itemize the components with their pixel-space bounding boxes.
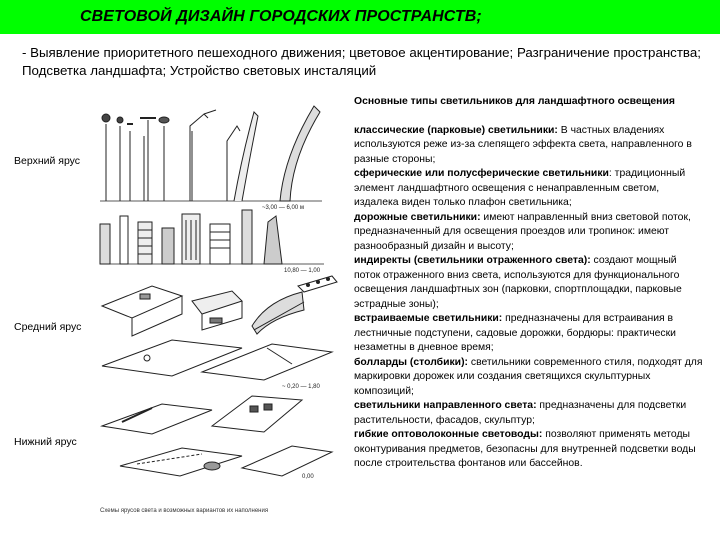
tier-label-middle: Средний ярус (14, 321, 82, 333)
wall-step-lights (102, 276, 337, 336)
intro-text: - Выявление приоритетного пешеходного движения; цветовое акцентирование; Разграничение пространства; Подсветка ландшафта; Устройство световых инсталяций (22, 45, 701, 78)
list-item: индиректы (светильники отраженного света): создают мощный поток отраженного вниз света, используются для функционального освещения ландшафтных зон (парковки, спортплощадки, парковые эстрадные зоны); (354, 255, 682, 310)
dims-bottom: 0,00 (302, 474, 314, 480)
list-item: классические (парковые) светильники: В частных владениях используются реже из-за слепящего эффекта света, направленного в разные стороны; (354, 124, 692, 165)
list-item: встраиваемые светильники: предназначены для встраивания в лестничные подступени, садовые дорожки, бордюры: практически незаметны в дневное время; (354, 313, 676, 353)
dims-upper: ~3,00 — 6,00 м (262, 205, 304, 211)
figure-caption: Схемы ярусов света и возможных вариантов их наполнения (100, 508, 269, 514)
tier-label-upper: Верхний ярус (14, 155, 81, 167)
list-item: сферические или полусферические светильники: традиционный элемент ландшафтного освещения с ненаправленным светом, издалека виден только плафон светильника; (354, 168, 686, 208)
page-title: СВЕТОВОЙ ДИЗАЙН ГОРОДСКИХ ПРОСТРАНСТВ; (80, 8, 482, 25)
recessed-lights (102, 396, 332, 480)
dims-lower: ~ 0,20 — 1,80 (282, 384, 320, 390)
bollards (100, 210, 324, 274)
tier-label-lower: Нижний ярус (14, 436, 77, 448)
list-item: гибкие оптоволоконные световоды: позволяют применять методы оконтуривания предметов, безопасны для внутренней подсветки воды после строительства фонтанов или бассейнов. (354, 429, 696, 469)
luminaire-types-panel (354, 95, 704, 472)
light-tiers-illustration (92, 96, 342, 520)
dims-middle: 10,80 — 1,00 (284, 268, 321, 274)
list-item: болларды (столбики): светильники современного стиля, подходят для маркировки дорожек или создания светящихся скульптурных композиций; (354, 356, 703, 397)
upper-tier-lamps (100, 106, 322, 211)
ground-lights (102, 340, 332, 390)
list-item: светильники направленного света: предназначены для подсветки растительности, фасадов, скульптур; (354, 400, 687, 426)
panel-heading: Основные типы светильников для ландшафтного освещения (354, 96, 675, 107)
list-item: дорожные светильники: имеют направленный вниз световой поток, предназначенный для освещения проездов или тропинок: имеют разнообразный дизайн и высоту; (354, 211, 691, 252)
